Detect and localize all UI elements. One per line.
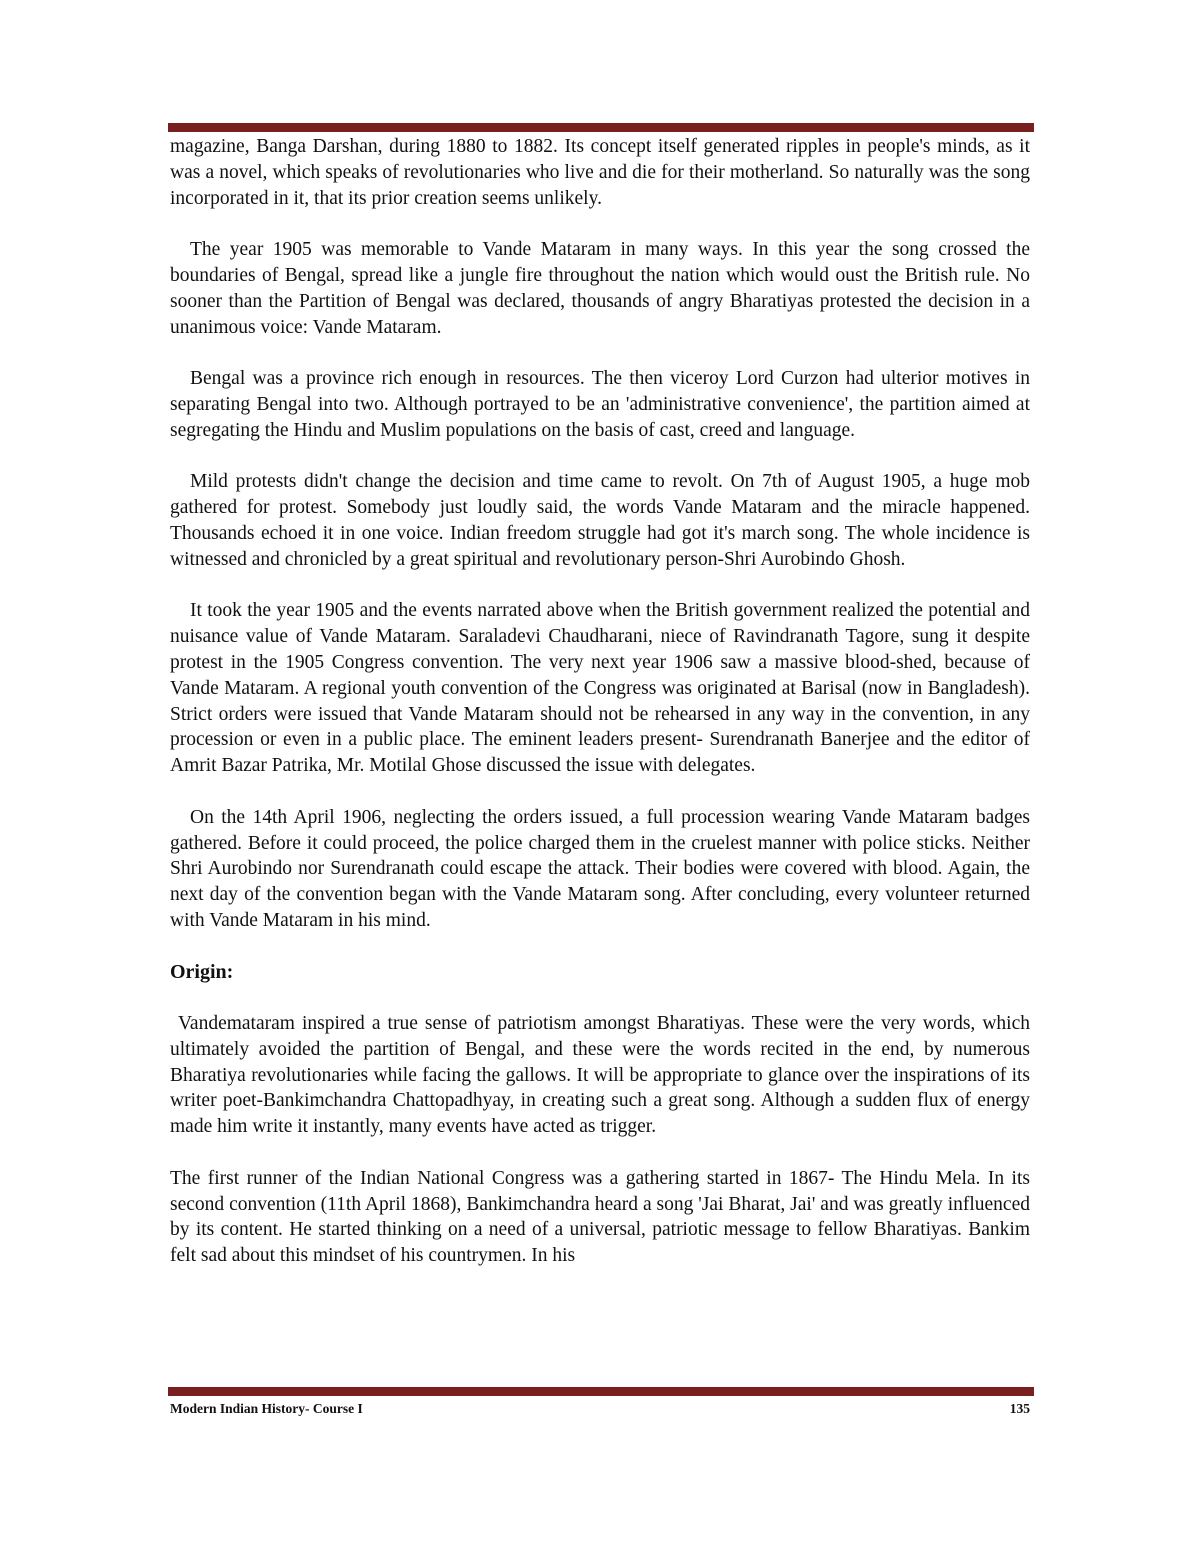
footer-course-title: Modern Indian History- Course I: [170, 1401, 363, 1416]
page-number: 135: [1009, 1401, 1030, 1416]
paragraph-7: Vandemataram inspired a true sense of patriotism amongst Bharatiyas. These were the very words, which ultimately avoided the partition of Bengal, and these were the words recited in the end, by numerous Bharatiya revolutionaries while facing the gallows. It will be appropriate to glance over the inspirations of its writer poet-Bankimchandra Chattopadhyay, in creating such a great song. Although a sudden flux of energy made him write it instantly, many events have acted as trigger.: [170, 1013, 1030, 1138]
paragraph-2: The year 1905 was memorable to Vande Mataram in many ways. In this year the song crossed the boundaries of Bengal, spread like a jungle fire throughout the nation which would oust the British rule. No sooner than the Partition of Bengal was declared, thousands of angry Bharatiyas protested the decision in a unanimous voice: Vande Mataram.: [170, 239, 1030, 338]
page-body: [170, 134, 1030, 1295]
footer-rule: [168, 1387, 1034, 1396]
paragraph-5: It took the year 1905 and the events narrated above when the British government realized the potential and nuisance value of Vande Mataram. Saraladevi Chaudharani, niece of Ravindranath Tagore, sung it despite protest in the 1905 Congress convention. The very next year 1906 saw a massive blood-shed, because of Vande Mataram. A regional youth convention of the Congress was originated at Barisal (now in Bangladesh). Strict orders were issued that Vande Mataram should not be rehearsed in any way in the convention, in any procession or even in a public place. The eminent leaders present- Surendranath Banerjee and the editor of Amrit Bazar Patrika, Mr. Motilal Ghose discussed the issue with delegates.: [170, 600, 1030, 777]
header-rule: [168, 123, 1034, 132]
paragraph-1: magazine, Banga Darshan, during 1880 to 1882. Its concept itself generated ripples in people's minds, as it was a novel, which speaks of revolutionaries who live and die for their motherland. So naturally was the song incorporated in it, that its prior creation seems unlikely.: [170, 136, 1030, 209]
paragraph-3: Bengal was a province rich enough in resources. The then viceroy Lord Curzon had ulterior motives in separating Bengal into two. Although portrayed to be an 'administrative convenience', the partition aimed at segregating the Hindu and Muslim populations on the basis of cast, creed and language.: [170, 368, 1030, 441]
paragraph-8: The first runner of the Indian National Congress was a gathering started in 1867- The Hindu Mela. In its second convention (11th April 1868), Bankimchandra heard a song 'Jai Bharat, Jai' and was greatly influenced by its content. He started thinking on a need of a universal, patriotic message to fellow Bharatiyas. Bankim felt sad about this mindset of his countrymen. In his: [170, 1167, 1030, 1267]
paragraph-6: On the 14th April 1906, neglecting the orders issued, a full procession wearing Vande Mataram badges gathered. Before it could proceed, the police charged them in the cruelest manner with police sticks. Neither Shri Aurobindo nor Surendranath could escape the attack. Their bodies were covered with blood. Again, the next day of the convention began with the Vande Mataram song. After concluding, every volunteer returned with Vande Mataram in his mind.: [170, 806, 1030, 931]
section-heading-origin: Origin:: [170, 960, 234, 983]
paragraph-4: Mild protests didn't change the decision and time came to revolt. On 7th of August 1905, a huge mob gathered for protest. Somebody just loudly said, the words Vande Mataram and the miracle happened. Thousands echoed it in one voice. Indian freedom struggle had got it's march song. The whole incidence is witnessed and chronicled by a great spiritual and revolutionary person-Shri Aurobindo Ghosh.: [170, 471, 1030, 570]
